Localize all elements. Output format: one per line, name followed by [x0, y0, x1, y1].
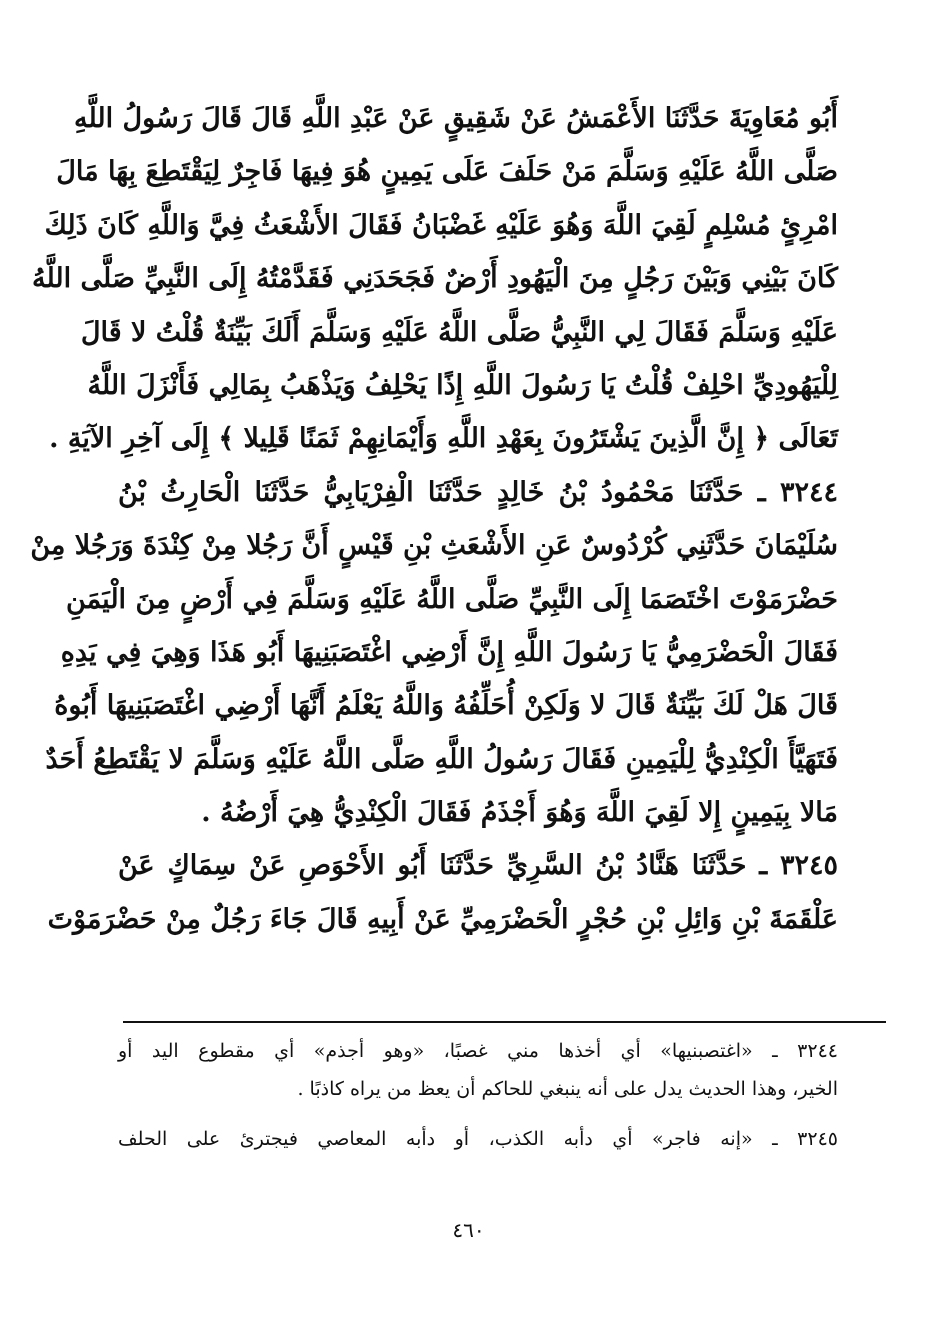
- text-line: حَضْرَمَوْتَ اخْتَصَمَا إِلَى النَّبِيِّ صَلَّى اللَّهُ عَلَيْهِ وَسَلَّمَ فِي أَرْضٍ مِنَ الْيَمَنِ: [66, 583, 838, 615]
- footnote-separator: [123, 1021, 886, 1023]
- text-line: مَالا بِيَمِينٍ إِلا لَقِيَ اللَّهَ وَهُوَ أَجْذَمُ فَقَالَ الْكِنْدِيُّ هِيَ أَرْضُهُ .: [201, 797, 838, 829]
- footnotes: [118, 1032, 838, 1158]
- text-line: فَقَالَ الْحَضْرَمِيُّ يَا رَسُولَ اللَّهِ إِنَّ أَرْضِي اغْتَصَبَنِيهَا أَبُو هَذَا وَهِيَ فِي يَدِهِ: [60, 636, 838, 668]
- text-line: صَلَّى اللَّهُ عَلَيْهِ وَسَلَّمَ مَنْ حَلَفَ عَلَى يَمِينٍ هُوَ فِيهَا فَاجِرٌ لِيَقْتَطِعَ بِهَا مَالَ: [56, 156, 838, 188]
- hadith-3245-start: ٣٢٤٥ ـ حَدَّثَنَا هَنَّادُ بْنُ السَّرِيِّ حَدَّثَنَا أَبُو الأَحْوَصِ عَنْ سِمَاكٍ عَنْ: [118, 850, 838, 882]
- footnote-gap: [118, 1108, 838, 1120]
- text-line: قَالَ هَلْ لَكَ بَيِّنَةٌ قَالَ لا وَلَكِنْ أُحَلِّفُهُ وَاللَّهُ يَعْلَمُ أَنَّهَا أَرْضِي اغْتَصَبَنِيهَا أَبُوهُ: [54, 690, 838, 722]
- footnote-3244-line-2: الخير، وهذا الحديث يدل على أنه ينبغي للحاكم أن يعظ من يراه كاذبًا .: [297, 1078, 838, 1100]
- text-line: كَانَ بَيْنِي وَبَيْنَ رَجُلٍ مِنَ الْيَهُودِ أَرْضٌ فَجَحَدَنِي فَقَدَّمْتُهُ إِلَى النَّبِيِّ صَلَّى اللَّهُ: [32, 263, 838, 295]
- footnote-3244-line-1: ٣٢٤٤ ـ «اغتصبنيها» أي أخذها مني غصبًا، «وهو أجذم» أي مقطوع اليد أو: [118, 1040, 838, 1062]
- text-line: عَلَيْهِ وَسَلَّمَ فَقَالَ لِي النَّبِيُّ صَلَّى اللَّهُ عَلَيْهِ وَسَلَّمَ أَلَكَ بَيِّنَةٌ قُلْتُ لا قَالَ: [80, 316, 838, 348]
- footnote-3245-line-1: ٣٢٤٥ ـ «إنه فاجر» أي دأبه الكذب، أو دأبه المعاصي فيجترئ على الحلف: [118, 1128, 838, 1150]
- text-line: أَبُو مُعَاوِيَةَ حَدَّثَنَا الأَعْمَشُ عَنْ شَقِيقٍ عَنْ عَبْدِ اللَّهِ قَالَ قَالَ رَسُولُ اللَّهِ: [73, 103, 838, 134]
- page-number: ٤٦٠: [452, 1218, 485, 1242]
- text-line: عَلْقَمَةَ بْنِ وَائِلِ بْنِ حُجْرٍ الْحَضْرَمِيِّ عَنْ أَبِيهِ قَالَ جَاءَ رَجُلٌ مِنْ حَضْرَمَوْتَ: [47, 903, 838, 935]
- hadith-main-text: [30, 92, 838, 946]
- text-line: لِلْيَهُودِيِّ احْلِفْ قُلْتُ يَا رَسُولَ اللَّهِ إِذًا يَحْلِفُ وَيَذْهَبُ بِمَالِي فَأَنْزَلَ اللَّهُ: [87, 369, 838, 401]
- text-line: سُلَيْمَانَ حَدَّثَنِي كُرْدُوسٌ عَنِ الأَشْعَثِ بْنِ قَيْسٍ أَنَّ رَجُلا مِنْ كِنْدَةَ وَرَجُلا مِنْ: [30, 530, 838, 562]
- text-line: تَعَالَى ﴿ إِنَّ الَّذِينَ يَشْتَرُونَ بِعَهْدِ اللَّهِ وَأَيْمَانِهِمْ ثَمَنًا قَلِيلا ﴾ إِلَى آخِرِ الآيَةِ .: [49, 423, 838, 455]
- hadith-3244-start: ٣٢٤٤ ـ حَدَّثَنَا مَحْمُودُ بْنُ خَالِدٍ حَدَّثَنَا الْفِرْيَابِيُّ حَدَّثَنَا الْحَارِثُ بْنُ: [118, 476, 838, 508]
- text-line: امْرِئٍ مُسْلِمٍ لَقِيَ اللَّهَ وَهُوَ عَلَيْهِ غَضْبَانُ فَقَالَ الأَشْعَثُ فِيَّ وَاللَّهِ كَانَ ذَلِكَ: [44, 209, 838, 241]
- text-line: فَتَهَيَّأَ الْكِنْدِيُّ لِلْيَمِينِ فَقَالَ رَسُولُ اللَّهِ صَلَّى اللَّهُ عَلَيْهِ وَسَلَّمَ لا يَقْتَطِعُ أَحَدٌ: [45, 743, 838, 775]
